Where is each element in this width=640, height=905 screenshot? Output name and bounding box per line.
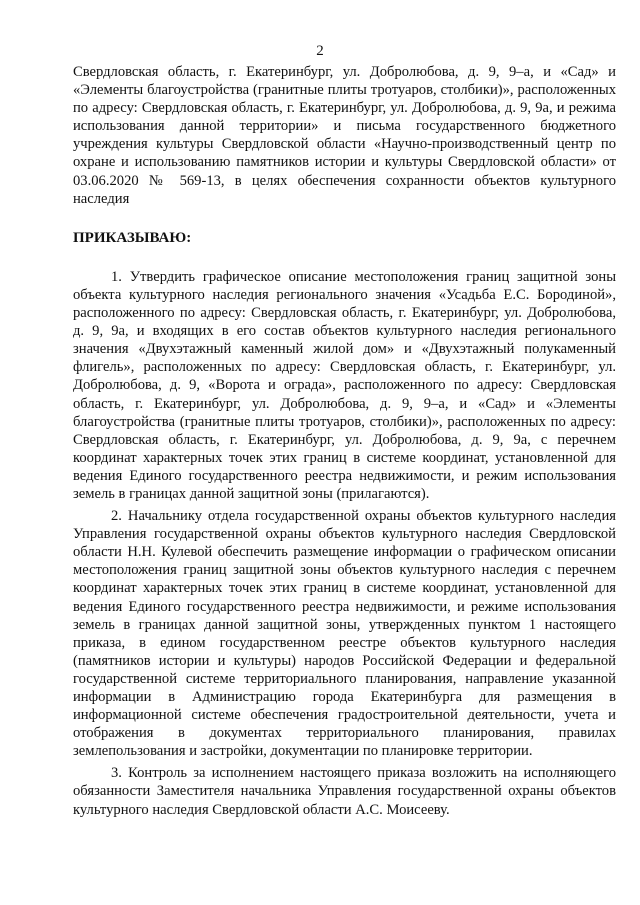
intro-paragraph: Свердловская область, г. Екатеринбург, ул. Добролюбова, д. 9, 9–а, и «Сад» и «Элементы благоустройства (гранитные плиты тротуаров, столбики)», расположенных по адресу: Свердловская область, г. Екатеринбург, ул. Добролюбова, д. 9, 9а, и режима использования данной территории» и письма государственного бюджетного учреждения культуры Свердловской области «Научно-производственный центр по охране и использованию памятников истории и культуры Свердловской области» от 03.06.2020 № 569-13, в целях обеспечения сохранности объектов культурного наследия <box>73 64 616 207</box>
order-item-3: 3. Контроль за исполнением настоящего приказа возложить на исполняющего обязанности Заместителя начальника Управления государственной охраны объектов культурного наследия Свердловской области А.С. Моисееву. <box>73 765 616 818</box>
page-number: 2 <box>316 43 324 59</box>
document-body <box>73 63 616 819</box>
order-item-1: 1. Утвердить графическое описание местоположения границ защитной зоны объекта культурного наследия регионального значения «Усадьба Е.С. Бородиной», расположенного по адресу: Свердловская область, г. Екатеринбург, ул. Добролюбова, д. 9, 9а, и входящих в его состав объектов культурного наследия регионального значения «Двухэтажный каменный жилой дом» и «Двухэтажный полукаменный флигель», расположенных по адресу: Свердловская область, г. Екатеринбург, ул. Добролюбова, д. 9, «Ворота и ограда», расположенного по адресу: Свердловская область, г. Екатеринбург, ул. Добролюбова, д. 9, 9–а, и «Сад» и «Элементы благоустройства (гранитные плиты тротуаров, столбики)», расположенных по адресу: Свердловская область, г. Екатеринбург, ул. Добролюбова, д. 9, 9а, с перечнем координат характерных точек этих границ в системе координат, установленной для ведения Единого государственного реестра недвижимости, и режим использования земель в границах данной защитной зоны (прилагаются). <box>73 268 616 502</box>
order-heading: ПРИКАЗЫВАЮ: <box>73 229 192 246</box>
order-item-2: 2. Начальнику отдела государственной охраны объектов культурного наследия Управления государственной охраны объектов культурного наследия Свердловской области Н.Н. Кулевой обеспечить размещение информации о графическом описании местоположения границ защитной зоны объектов культурного наследия с перечнем координат характерных точек этих границ в системе координат, установленной для ведения Единого государственного реестра недвижимости, и режиме использования земель в границах данной защитной зоны, утвержденных пунктом 1 настоящего приказа, в едином государственном реестре объектов культурного наследия (памятников истории и культуры) народов Российской Федерации и федеральной государственной системе территориального планирования, направление указанной информации в Администрацию города Екатеринбурга для размещения в информационной системе обеспечения градостроительной деятельности, учета и отображения в документах территориального планирования, правилах землепользования и застройки, документации по планировке территории. <box>73 508 616 760</box>
